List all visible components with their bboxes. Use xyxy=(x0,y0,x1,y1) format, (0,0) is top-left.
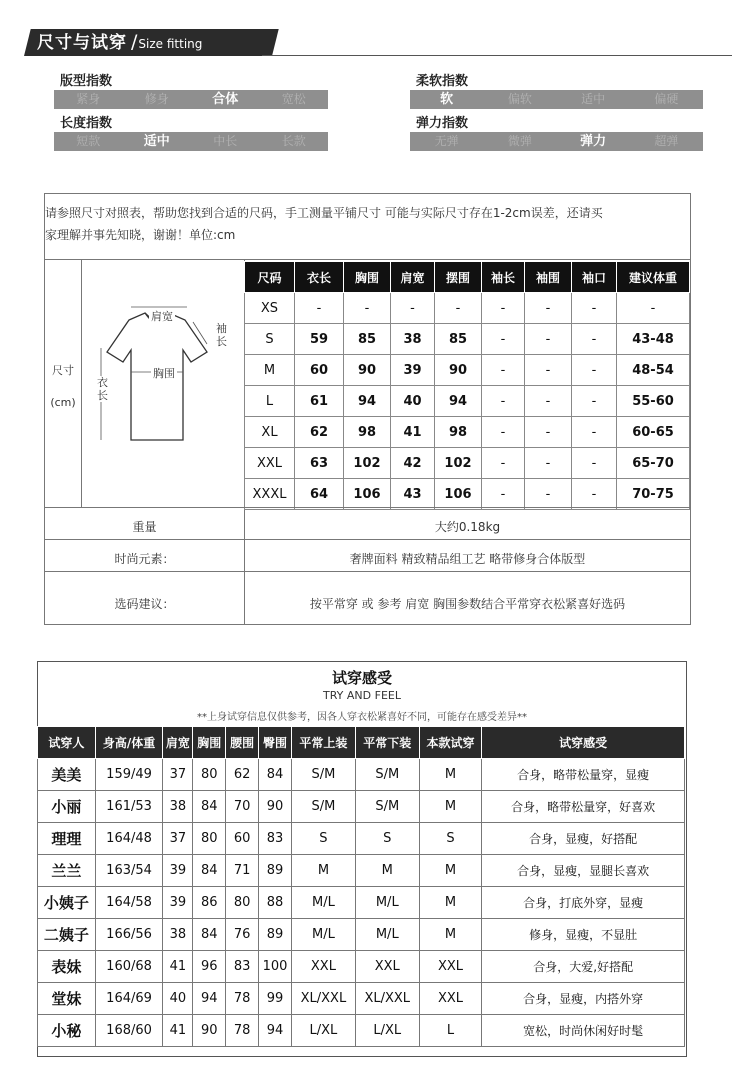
try-col-header: 平常上装 xyxy=(292,727,356,759)
try-row xyxy=(38,919,685,951)
size-row xyxy=(245,355,690,386)
size-note xyxy=(45,202,690,246)
try-on-title: 试穿感受 xyxy=(331,669,392,687)
size-value-cell: 62 xyxy=(295,417,344,448)
fit-index-bar xyxy=(54,90,328,109)
size-name-cell: M xyxy=(245,355,295,386)
try-row xyxy=(38,951,685,983)
size-value-cell: - xyxy=(344,293,391,324)
index-option: 紧身 xyxy=(76,92,101,106)
size-row xyxy=(245,386,690,417)
index-option: 长款 xyxy=(281,134,306,148)
try-value-cell: XL/XXL xyxy=(292,983,356,1015)
try-col-header: 身高/体重 xyxy=(95,727,163,759)
try-value-cell: XXL xyxy=(292,951,356,983)
try-value-cell: M xyxy=(419,791,482,823)
try-col-header: 胸围 xyxy=(193,727,226,759)
index-option: 适中 xyxy=(143,134,170,149)
tester-name-cell: 二姨子 xyxy=(38,919,96,951)
size-value-cell: - xyxy=(525,324,572,355)
try-on-subtitle: TRY AND FEEL xyxy=(323,689,401,702)
size-value-cell: 85 xyxy=(435,324,482,355)
tester-name-cell: 小秘 xyxy=(38,1015,96,1047)
index-option: 中长 xyxy=(213,134,238,148)
index-option: 超弹 xyxy=(654,134,679,148)
length-index-label: 长度指数 xyxy=(60,116,113,131)
try-value-cell: 94 xyxy=(259,1015,292,1047)
size-value-cell: 42 xyxy=(391,448,435,479)
size-value-cell: 94 xyxy=(344,386,391,417)
tester-name-cell: 堂妹 xyxy=(38,983,96,1015)
size-col-header: 袖围 xyxy=(525,262,572,293)
index-option: 软 xyxy=(440,92,454,107)
weight-label: 重量 xyxy=(132,520,157,534)
size-value-cell: 38 xyxy=(391,324,435,355)
size-value-cell: - xyxy=(295,293,344,324)
size-value-cell: 48-54 xyxy=(617,355,690,386)
size-value-cell: - xyxy=(572,355,617,386)
try-row xyxy=(38,983,685,1015)
try-value-cell: M xyxy=(292,855,356,887)
advice-value: 按平常穿 或 参考 肩宽 胸围参数结合平常穿衣松紧喜好选码 xyxy=(309,597,626,611)
try-value-cell: S xyxy=(419,823,482,855)
fashion-value: 奢牌面料 精致精品组工艺 略带修身合体版型 xyxy=(349,552,586,566)
index-option: 弹力 xyxy=(580,134,607,149)
try-value-cell: 159/49 xyxy=(95,759,163,791)
try-value-cell: S xyxy=(292,823,356,855)
weight-value: 大约0.18kg xyxy=(434,520,501,534)
try-value-cell: 84 xyxy=(193,919,226,951)
index-option: 宽松 xyxy=(281,92,306,106)
index-option: 偏软 xyxy=(507,92,532,106)
try-value-cell: 89 xyxy=(259,919,292,951)
size-col-header: 肩宽 xyxy=(391,262,435,293)
try-col-header: 试穿人 xyxy=(38,727,96,759)
try-value-cell: M/L xyxy=(292,887,356,919)
try-value-cell: XXL xyxy=(419,951,482,983)
try-value-cell: S/M xyxy=(355,791,419,823)
size-value-cell: 39 xyxy=(391,355,435,386)
try-value-cell: 160/68 xyxy=(95,951,163,983)
advice-divider xyxy=(45,571,690,572)
try-on-table-header xyxy=(38,727,685,759)
try-value-cell: 164/48 xyxy=(95,823,163,855)
size-col-header: 建议体重 xyxy=(617,262,690,293)
try-value-cell: 100 xyxy=(259,951,292,983)
size-value-cell: - xyxy=(482,293,525,324)
size-value-cell: 43-48 xyxy=(617,324,690,355)
size-value-cell: 102 xyxy=(344,448,391,479)
size-value-cell: - xyxy=(482,479,525,510)
try-value-cell: S/M xyxy=(355,759,419,791)
feedback-cell: 宽松，时尚休闲好时髦 xyxy=(482,1015,685,1047)
try-col-header: 平常下装 xyxy=(355,727,419,759)
try-on-note: **上身试穿信息仅供参考，因各人穿衣松紧喜好不同，可能存在感受差异** xyxy=(197,712,527,723)
size-value-cell: - xyxy=(525,293,572,324)
header-divider xyxy=(262,55,732,56)
size-value-cell: 41 xyxy=(391,417,435,448)
size-value-cell: 90 xyxy=(435,355,482,386)
size-value-cell: 40 xyxy=(391,386,435,417)
try-on-table xyxy=(37,726,685,1047)
try-row xyxy=(38,1015,685,1047)
feedback-cell: 合身，略带松量穿，好喜欢 xyxy=(482,791,685,823)
size-row xyxy=(245,324,690,355)
size-value-cell: 98 xyxy=(344,417,391,448)
try-row xyxy=(38,855,685,887)
size-table xyxy=(244,261,690,510)
size-value-cell: - xyxy=(572,417,617,448)
size-value-cell: - xyxy=(525,355,572,386)
try-value-cell: 84 xyxy=(193,791,226,823)
size-value-cell: 60 xyxy=(295,355,344,386)
size-row xyxy=(245,479,690,510)
size-value-cell: 63 xyxy=(295,448,344,479)
try-row xyxy=(38,887,685,919)
diagram-label-length: 衣长 xyxy=(97,376,108,402)
index-option: 微弹 xyxy=(507,134,532,148)
try-value-cell: 38 xyxy=(163,791,193,823)
try-value-cell: 163/54 xyxy=(95,855,163,887)
try-value-cell: M xyxy=(355,855,419,887)
try-value-cell: 164/58 xyxy=(95,887,163,919)
size-value-cell: 94 xyxy=(435,386,482,417)
size-value-cell: - xyxy=(391,293,435,324)
size-note-line-2: 家理解并事先知晓，谢谢！单位:cm xyxy=(45,228,236,242)
tester-name-cell: 理理 xyxy=(38,823,96,855)
size-value-cell: - xyxy=(525,448,572,479)
size-row xyxy=(245,448,690,479)
tester-name-cell: 表妹 xyxy=(38,951,96,983)
try-value-cell: M/L xyxy=(355,919,419,951)
try-row xyxy=(38,759,685,791)
try-col-header: 腰围 xyxy=(226,727,259,759)
index-option: 短款 xyxy=(76,134,101,148)
size-value-cell: - xyxy=(435,293,482,324)
try-value-cell: 76 xyxy=(226,919,259,951)
try-col-header: 臀围 xyxy=(259,727,292,759)
index-option: 适中 xyxy=(581,92,606,106)
try-value-cell: M xyxy=(419,887,482,919)
size-value-cell: 90 xyxy=(344,355,391,386)
try-col-header: 试穿感受 xyxy=(482,727,685,759)
advice-label: 选码建议： xyxy=(114,597,175,611)
size-side-label: 尺寸 xyxy=(52,364,74,377)
try-value-cell: 84 xyxy=(193,855,226,887)
size-value-cell: - xyxy=(572,448,617,479)
size-name-cell: XXL xyxy=(245,448,295,479)
size-col-header: 摆围 xyxy=(435,262,482,293)
index-option: 偏硬 xyxy=(654,92,679,106)
index-option: 无弹 xyxy=(434,134,459,148)
size-note-line-1: 请参照尺寸对照表，帮助您找到合适的尺码，手工测量平铺尺寸 可能与实际尺寸存在1-2cm误差，还请买 xyxy=(45,206,603,220)
feedback-cell: 合身，打底外穿，显瘦 xyxy=(482,887,685,919)
try-value-cell: 78 xyxy=(226,983,259,1015)
try-value-cell: 88 xyxy=(259,887,292,919)
size-value-cell: - xyxy=(482,417,525,448)
try-value-cell: 71 xyxy=(226,855,259,887)
try-value-cell: M/L xyxy=(355,887,419,919)
try-value-cell: 80 xyxy=(226,887,259,919)
size-col-header: 胸围 xyxy=(344,262,391,293)
size-name-cell: L xyxy=(245,386,295,417)
size-value-cell: 60-65 xyxy=(617,417,690,448)
size-value-cell: - xyxy=(482,355,525,386)
fashion-divider xyxy=(45,539,690,540)
size-name-cell: S xyxy=(245,324,295,355)
size-value-cell: - xyxy=(617,293,690,324)
try-value-cell: XXL xyxy=(355,951,419,983)
size-value-cell: 85 xyxy=(344,324,391,355)
size-value-cell: 43 xyxy=(391,479,435,510)
section-header xyxy=(37,29,202,56)
size-value-cell: - xyxy=(482,324,525,355)
size-col-header: 尺码 xyxy=(245,262,295,293)
size-value-cell: - xyxy=(572,324,617,355)
try-value-cell: 90 xyxy=(193,1015,226,1047)
try-value-cell: 89 xyxy=(259,855,292,887)
fashion-label: 时尚元素： xyxy=(114,552,175,566)
try-value-cell: 99 xyxy=(259,983,292,1015)
size-value-cell: - xyxy=(525,417,572,448)
size-value-cell: - xyxy=(572,479,617,510)
try-value-cell: 40 xyxy=(163,983,193,1015)
elasticity-index-bar xyxy=(410,132,703,151)
try-value-cell: M xyxy=(419,855,482,887)
try-value-cell: L/XL xyxy=(292,1015,356,1047)
feedback-cell: 合身，显瘦，好搭配 xyxy=(482,823,685,855)
try-value-cell: 84 xyxy=(259,759,292,791)
size-value-cell: 55-60 xyxy=(617,386,690,417)
size-value-cell: - xyxy=(482,386,525,417)
feedback-cell: 合身，显瘦，内搭外穿 xyxy=(482,983,685,1015)
try-value-cell: M/L xyxy=(292,919,356,951)
size-value-cell: - xyxy=(525,386,572,417)
size-value-cell: 61 xyxy=(295,386,344,417)
diagram-label-chest: 胸围 xyxy=(153,367,175,380)
try-value-cell: 70 xyxy=(226,791,259,823)
try-value-cell: 83 xyxy=(259,823,292,855)
size-row xyxy=(245,293,690,324)
try-value-cell: XXL xyxy=(419,983,482,1015)
try-value-cell: 39 xyxy=(163,855,193,887)
elasticity-index-label: 弹力指数 xyxy=(416,116,469,131)
try-value-cell: 41 xyxy=(163,951,193,983)
size-value-cell: 102 xyxy=(435,448,482,479)
try-row xyxy=(38,791,685,823)
note-divider xyxy=(45,259,690,260)
size-value-cell: 98 xyxy=(435,417,482,448)
softness-index-label: 柔软指数 xyxy=(416,74,469,89)
size-row xyxy=(245,417,690,448)
try-value-cell: 80 xyxy=(193,759,226,791)
size-name-cell: XL xyxy=(245,417,295,448)
try-value-cell: M xyxy=(419,919,482,951)
try-value-cell: S/M xyxy=(292,791,356,823)
size-col-header: 衣长 xyxy=(295,262,344,293)
try-value-cell: M xyxy=(419,759,482,791)
diagram-label-shoulder: 肩宽 xyxy=(151,310,173,323)
size-value-cell: 70-75 xyxy=(617,479,690,510)
side-divider xyxy=(81,259,82,507)
header-slash: / xyxy=(131,31,138,53)
try-value-cell: 164/69 xyxy=(95,983,163,1015)
size-value-cell: 65-70 xyxy=(617,448,690,479)
try-value-cell: 37 xyxy=(163,823,193,855)
try-value-cell: L xyxy=(419,1015,482,1047)
try-value-cell: 168/60 xyxy=(95,1015,163,1047)
size-col-header: 袖口 xyxy=(572,262,617,293)
try-value-cell: XL/XXL xyxy=(355,983,419,1015)
tester-name-cell: 美美 xyxy=(38,759,96,791)
try-value-cell: S xyxy=(355,823,419,855)
feedback-cell: 合身，大爱,好搭配 xyxy=(482,951,685,983)
try-value-cell: 78 xyxy=(226,1015,259,1047)
try-row xyxy=(38,823,685,855)
try-value-cell: 96 xyxy=(193,951,226,983)
try-value-cell: 90 xyxy=(259,791,292,823)
try-value-cell: 161/53 xyxy=(95,791,163,823)
index-option: 合体 xyxy=(212,92,239,107)
try-value-cell: 39 xyxy=(163,887,193,919)
size-value-cell: - xyxy=(572,386,617,417)
try-col-header: 肩宽 xyxy=(163,727,193,759)
size-name-cell: XS xyxy=(245,293,295,324)
size-value-cell: 64 xyxy=(295,479,344,510)
weight-divider xyxy=(45,507,690,508)
size-name-cell: XXXL xyxy=(245,479,295,510)
size-chart xyxy=(44,193,691,625)
try-on-section xyxy=(37,661,687,1057)
try-value-cell: 62 xyxy=(226,759,259,791)
size-value-cell: 106 xyxy=(344,479,391,510)
tester-name-cell: 小丽 xyxy=(38,791,96,823)
unit-side-label: (cm) xyxy=(50,396,76,409)
try-value-cell: 86 xyxy=(193,887,226,919)
try-value-cell: L/XL xyxy=(355,1015,419,1047)
try-value-cell: 80 xyxy=(193,823,226,855)
size-value-cell: 106 xyxy=(435,479,482,510)
feedback-cell: 合身，显瘦，显腿长喜欢 xyxy=(482,855,685,887)
header-title-cn: 尺寸与试穿 xyxy=(37,33,127,53)
feedback-cell: 修身，显瘦，不显肚 xyxy=(482,919,685,951)
try-value-cell: S/M xyxy=(292,759,356,791)
feedback-cell: 合身，略带松量穿，显瘦 xyxy=(482,759,685,791)
try-value-cell: 166/56 xyxy=(95,919,163,951)
size-value-cell: - xyxy=(525,479,572,510)
size-value-cell: - xyxy=(482,448,525,479)
index-option: 修身 xyxy=(144,92,169,106)
softness-index-bar xyxy=(410,90,703,109)
tester-name-cell: 兰兰 xyxy=(38,855,96,887)
diagram-label-sleeve: 袖长 xyxy=(216,322,227,348)
size-col-header: 袖长 xyxy=(482,262,525,293)
size-table-header xyxy=(245,262,690,293)
try-value-cell: 37 xyxy=(163,759,193,791)
size-value-cell: 59 xyxy=(295,324,344,355)
try-value-cell: 83 xyxy=(226,951,259,983)
try-value-cell: 38 xyxy=(163,919,193,951)
try-value-cell: 41 xyxy=(163,1015,193,1047)
tester-name-cell: 小姨子 xyxy=(38,887,96,919)
try-col-header: 本款试穿 xyxy=(419,727,482,759)
length-index-bar xyxy=(54,132,328,151)
try-value-cell: 94 xyxy=(193,983,226,1015)
size-value-cell: - xyxy=(572,293,617,324)
try-value-cell: 60 xyxy=(226,823,259,855)
fit-index-label: 版型指数 xyxy=(60,74,113,89)
header-title-en: Size fitting xyxy=(138,37,203,51)
